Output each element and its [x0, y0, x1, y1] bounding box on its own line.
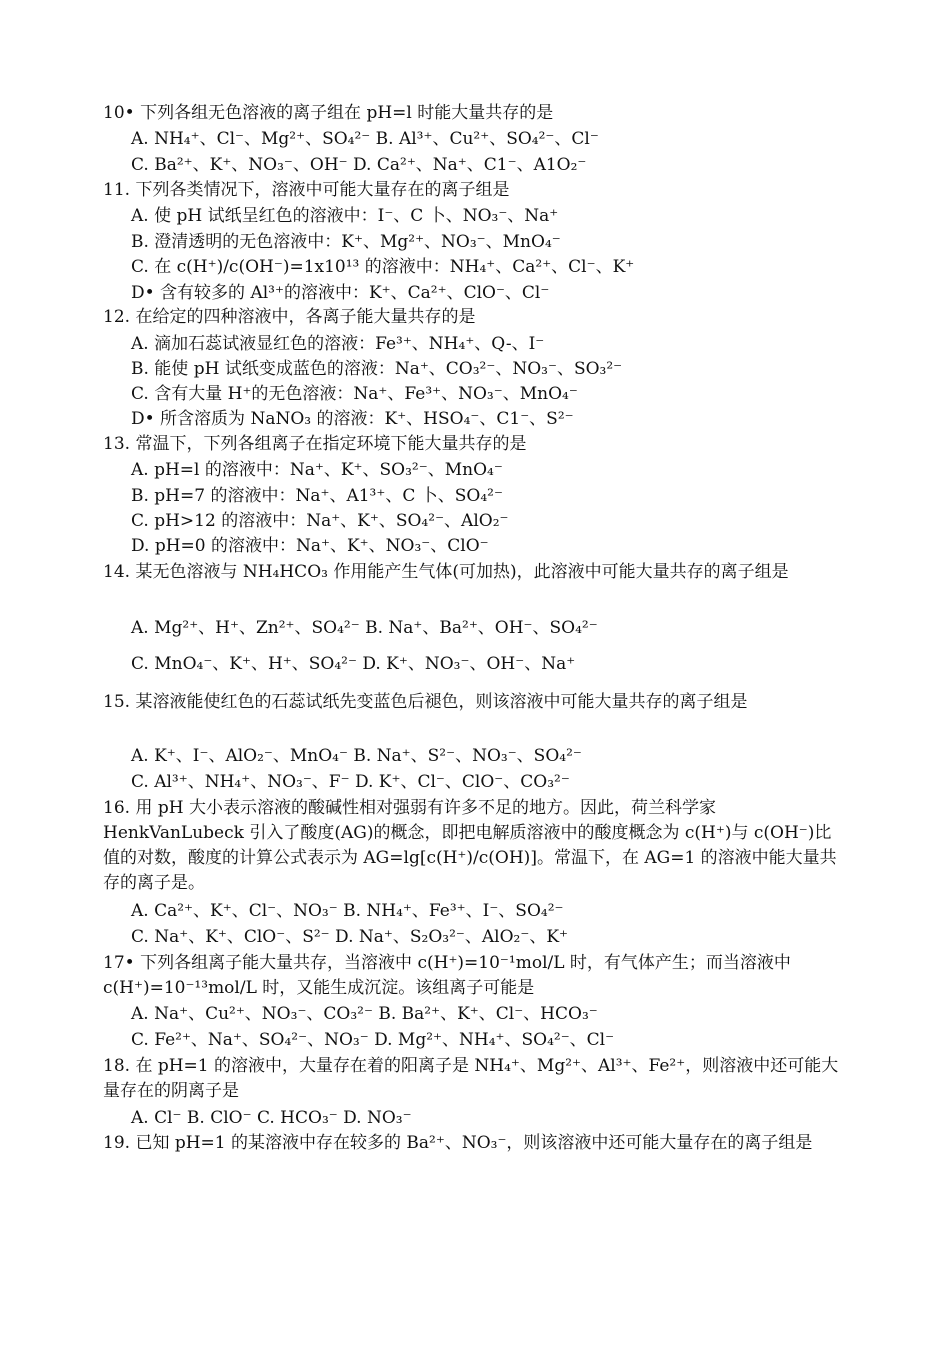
question-17: 17• 下列各组离子能大量共存，当溶液中 c(H⁺)=10⁻¹mol/L 时，有气体产生；而当溶液中 c(H⁺)=10⁻¹³mol/L 时，又能生成沉淀。该组离子可能是	[103, 953, 791, 998]
question-15-options-ab: A. K⁺、I⁻、AlO₂⁻、MnO₄⁻ B. Na⁺、S²⁻、NO₃⁻、SO₄²⁻	[131, 746, 582, 766]
question-16: 16. 用 pH 大小表示溶液的酸碱性相对强弱有许多不足的地方。因此，荷兰科学家 HenkVanLubeck 引入了酸度(AG)的概念，即把电解质溶液中的酸度概念为 c(H⁺)与 c(OH⁻)比值的对数，酸度的计算公式表示为 AG=lg[c(H⁺)/c(OH)]。常温下，在 AG=1 的溶液中能大量共存的离子是。	[103, 798, 837, 893]
question-13-option-a: A. pH=l 的溶液中：Na⁺、K⁺、SO₃²⁻、MnO₄⁻	[131, 460, 503, 480]
question-16-options-ab: A. Ca²⁺、K⁺、Cl⁻、NO₃⁻ B. NH₄⁺、Fe³⁺、I⁻、SO₄²⁻	[131, 901, 564, 921]
question-12-option-c: C. 含有大量 H⁺的无色溶液：Na⁺、Fe³⁺、NO₃⁻、MnO₄⁻	[131, 384, 578, 404]
question-18-options: A. Cl⁻ B. ClO⁻ C. HCO₃⁻ D. NO₃⁻	[131, 1108, 412, 1128]
question-11-option-c: C. 在 c(H⁺)/c(OH⁻)=1x10¹³ 的溶液中：NH₄⁺、Ca²⁺、Cl⁻、K⁺	[131, 257, 635, 277]
question-11-option-a: A. 使 pH 试纸呈红色的溶液中：I⁻、C 卜、NO₃⁻、Na⁺	[131, 206, 559, 226]
question-17-options-cd: C. Fe²⁺、Na⁺、SO₄²⁻、NO₃⁻ D. Mg²⁺、NH₄⁺、SO₄²⁻、Cl⁻	[131, 1030, 615, 1050]
question-14-options-ab: A. Mg²⁺、H⁺、Zn²⁺、SO₄²⁻ B. Na⁺、Ba²⁺、OH⁻、SO₄²⁻	[131, 618, 598, 638]
question-19: 19. 已知 pH=1 的某溶液中存在较多的 Ba²⁺、NO₃⁻，则该溶液中还可能大量存在的离子组是	[103, 1133, 813, 1153]
question-11: 11. 下列各类情况下，溶液中可能大量存在的离子组是	[103, 180, 510, 200]
question-11-option-b: B. 澄清透明的无色溶液中：K⁺、Mg²⁺、NO₃⁻、MnO₄⁻	[131, 232, 561, 252]
question-14-options-cd: C. MnO₄⁻、K⁺、H⁺、SO₄²⁻ D. K⁺、NO₃⁻、OH⁻、Na⁺	[131, 654, 576, 674]
question-15-options-cd: C. Al³⁺、NH₄⁺、NO₃⁻、F⁻ D. K⁺、Cl⁻、ClO⁻、CO₃²⁻	[131, 772, 570, 792]
question-12-option-b: B. 能使 pH 试纸变成蓝色的溶液：Na⁺、CO₃²⁻、NO₃⁻、SO₃²⁻	[131, 359, 623, 379]
question-11-option-d: D• 含有较多的 Al³⁺的溶液中：K⁺、Ca²⁺、ClO⁻、Cl⁻	[131, 283, 550, 303]
question-13-option-c: C. pH>12 的溶液中：Na⁺、K⁺、SO₄²⁻、AlO₂⁻	[131, 511, 509, 531]
question-10-options-cd: C. Ba²⁺、K⁺、NO₃⁻、OH⁻ D. Ca²⁺、Na⁺、C1⁻、A1O₂⁻	[131, 155, 587, 175]
question-13-option-d: D. pH=0 的溶液中：Na⁺、K⁺、NO₃⁻、ClO⁻	[131, 536, 489, 556]
question-12-option-a: A. 滴加石蕊试液显红色的溶液：Fe³⁺、NH₄⁺、Q-、I⁻	[131, 334, 545, 354]
question-12: 12. 在给定的四种溶液中，各离子能大量共存的是	[103, 307, 476, 327]
question-15: 15. 某溶液能使红色的石蕊试纸先变蓝色后褪色，则该溶液中可能大量共存的离子组是	[103, 692, 748, 712]
question-13: 13. 常温下，下列各组离子在指定环境下能大量共存的是	[103, 434, 527, 454]
question-12-option-d: D• 所含溶质为 NaNO₃ 的溶液：K⁺、HSO₄⁻、C1⁻、S²⁻	[131, 409, 574, 429]
question-17-options-ab: A. Na⁺、Cu²⁺、NO₃⁻、CO₃²⁻ B. Ba²⁺、K⁺、Cl⁻、HCO₃⁻	[131, 1004, 598, 1024]
question-16-options-cd: C. Na⁺、K⁺、ClO⁻、S²⁻ D. Na⁺、S₂O₃²⁻、AlO₂⁻、K⁺	[131, 927, 568, 947]
question-10: 10• 下列各组无色溶液的离子组在 pH=l 时能大量共存的是	[103, 103, 554, 123]
question-14: 14. 某无色溶液与 NH₄HCO₃ 作用能产生气体(可加热)，此溶液中可能大量共存的离子组是	[103, 562, 789, 582]
question-18: 18. 在 pH=1 的溶液中，大量存在着的阳离子是 NH₄⁺、Mg²⁺、Al³⁺、Fe²⁺，则溶液中还可能大量存在的阴离子是	[103, 1056, 839, 1101]
question-10-options-ab: A. NH₄⁺、Cl⁻、Mg²⁺、SO₄²⁻ B. Al³⁺、Cu²⁺、SO₄²⁻、Cl⁻	[131, 129, 599, 149]
question-13-option-b: B. pH=7 的溶液中：Na⁺、A1³⁺、C 卜、SO₄²⁻	[131, 486, 503, 506]
